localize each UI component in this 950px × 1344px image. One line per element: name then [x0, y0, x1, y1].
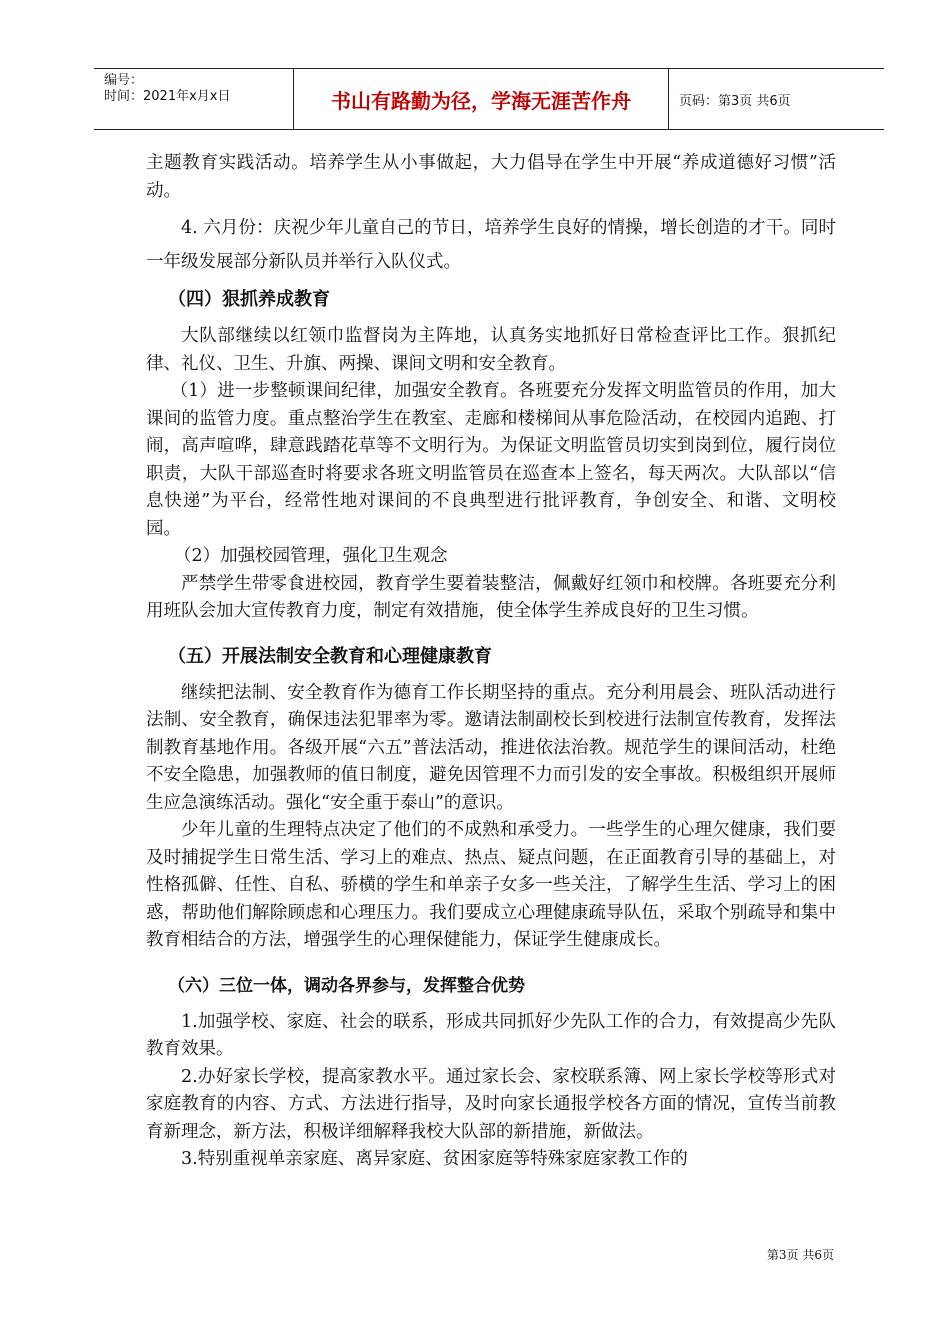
header-meta [94, 69, 294, 129]
section-heading: （六）三位一体，调动各界参与，发挥整合优势 [168, 975, 525, 996]
document-body [146, 150, 836, 1174]
paragraph: 4. 六月份：庆祝少年儿童自己的节日，培养学生良好的情操，增长创造的才干。同时一年级发展部分新队员并举行入队仪式。 [146, 218, 836, 272]
paragraph: 大队部继续以红领巾监督岗为主阵地，认真务实地抓好日常检查评比工作。狠抓纪律、礼仪、卫生、升旗、两操、课间文明和安全教育。 [146, 326, 836, 374]
paragraph: 严禁学生带零食进校园，教育学生要着装整洁，佩戴好红领巾和校牌。各班要充分利用班队会加大宣传教育力度，制定有效措施，使全体学生养成良好的卫生习惯。 [146, 573, 836, 621]
paragraph: （2）加强校园管理，强化卫生观念 [174, 546, 448, 566]
page-header [94, 68, 884, 130]
paragraph: 3.特别重视单亲家庭、离异家庭、贫困家庭等特殊家庭家教工作的 [181, 1149, 688, 1169]
section-heading: （五）开展法制安全教育和心理健康教育 [168, 645, 492, 667]
page-footer: 第3页 共6页 [766, 1248, 834, 1262]
paragraph: 2.办好家长学校，提高家教水平。通过家长会、家校联系簿、网上家长学校等形式对家庭教育的内容、方式、方法进行指导，及时向家长通报学校各方面的情况，宣传当前教育新理念，新方法，积极详细解释我校大队部的新措施，新做法。 [146, 1066, 836, 1142]
time-label: 时间：2021年x月x日 [104, 89, 231, 104]
paragraph: 主题教育实践活动。培养学生从小事做起，大力倡导在学生中开展“养成道德好习惯”活动。 [146, 153, 836, 201]
header-motto: 书山有路勤为径，学海无涯苦作舟 [294, 69, 669, 129]
paragraph: （1）进一步整顿课间纪律，加强安全教育。各班要充分发挥文明监管员的作用，加大课间的监管力度。重点整治学生在教室、走廊和楼梯间从事危险活动，在校园内追跑、打闹，高声喧哗，肆意践踏花草等不文明行为。为保证文明监管员切实到岗到位，履行岗位职责，大队干部巡查时将要求各班文明监管员在巡查本上签名，每天两次。大队部以“信息快递”为平台，经常性地对课间的不良典型进行批评教育，争创安全、和谐、文明校园。 [146, 381, 836, 539]
number-label: 编号： [104, 73, 144, 88]
paragraph: 少年儿童的生理特点决定了他们的不成熟和承受力。一些学生的心理欠健康，我们要及时捕捉学生日常生活、学习上的难点、热点、疑点问题，在正面教育引导的基础上，对性格孤僻、任性、自私、骄横的学生和单亲子女多一些关注，了解学生生活、学习上的困惑，帮助他们解除顾虑和心理压力。我们要成立心理健康疏导队伍，采取个别疏导和集中教育相结合的方法，增强学生的心理保健能力，保证学生健康成长。 [146, 820, 836, 950]
paragraph: 继续把法制、安全教育作为德育工作长期坚持的重点。充分利用晨会、班队活动进行法制、安全教育，确保违法犯罪率为零。邀请法制副校长到校进行法制宣传教育，发挥法制教育基地作用。各级开展“六五”普法活动，推进依法治教。规范学生的课间活动，杜绝不安全隐患，加强教师的值日制度，避免因管理不力而引发的安全事故。积极组织开展师生应急演练活动。强化“安全重于泰山”的意识。 [146, 682, 836, 813]
paragraph: 1.加强学校、家庭、社会的联系，形成共同抓好少先队工作的合力，有效提高少先队教育效果。 [146, 1011, 836, 1059]
header-page-info: 页码：第3页 共6页 [679, 93, 791, 109]
section-heading: （四）狠抓养成教育 [168, 289, 330, 310]
